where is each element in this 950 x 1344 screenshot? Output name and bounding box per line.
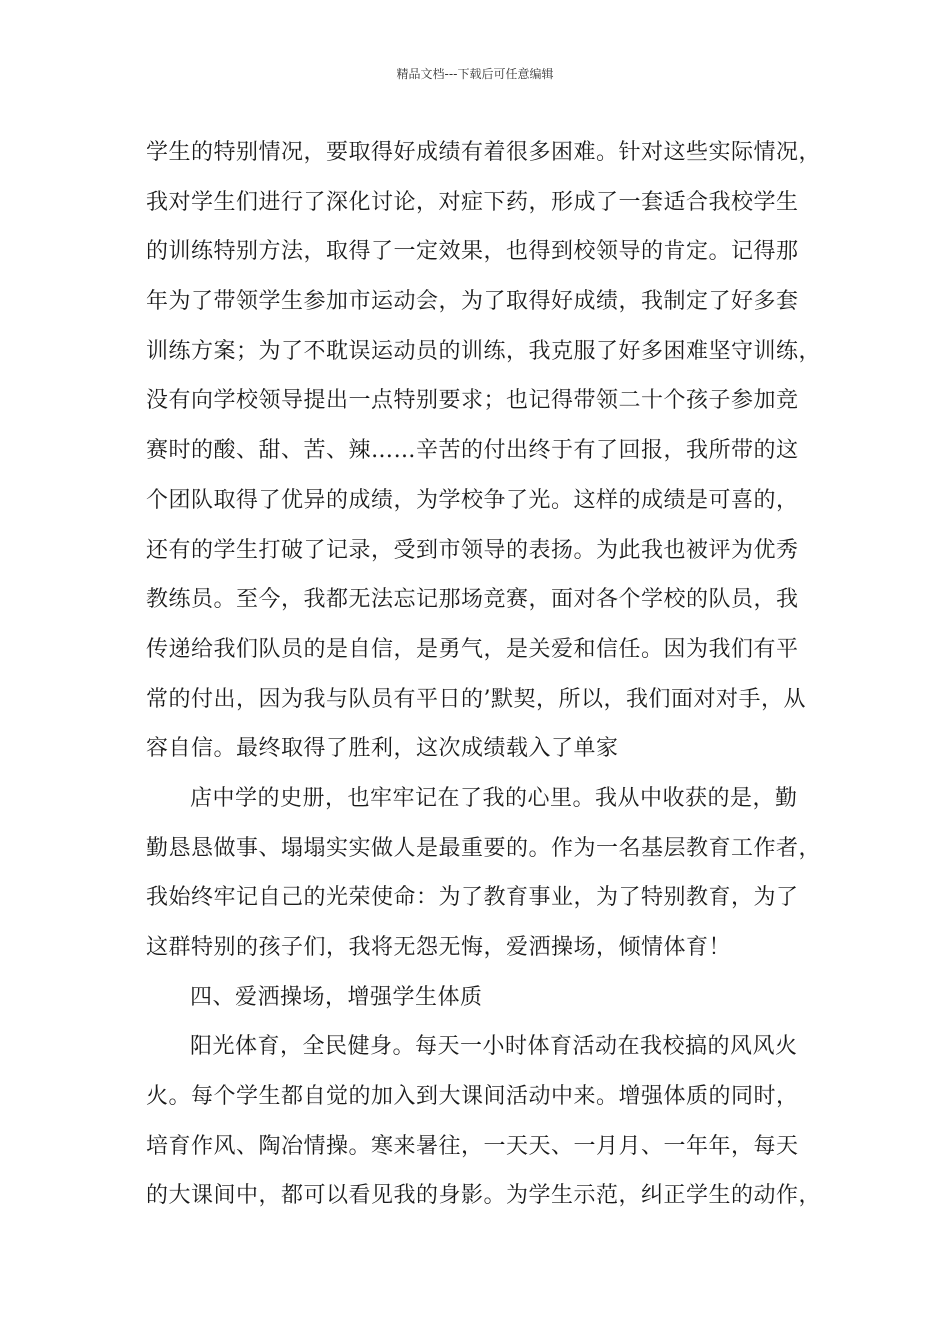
text-line: 赛时的酸、甜、苦、辣……辛苦的付出终于有了回报，我所带的这 — [146, 438, 799, 464]
text-line: 传递给我们队员的是自信，是勇气，是关爱和信任。因为我们有平 — [146, 636, 799, 662]
text-line: 容自信。最终取得了胜利，这次成绩载入了单家 — [146, 736, 619, 762]
text-line: 阳光体育，全民健身。每天一小时体育活动在我校搞的风风火 — [190, 1034, 798, 1060]
text-line: 店中学的史册，也牢牢记在了我的心里。我从中收获的是，勤 — [190, 785, 798, 811]
text-line: 培育作风、陶冶情操。寒来暑往，一天天、一月月、一年年，每天 — [146, 1133, 799, 1159]
document-body — [146, 128, 826, 1221]
text-line: 这群特别的孩子们，我将无怨无悔，爱洒操场，倾情体育！ — [146, 935, 732, 960]
section-heading: 四、爱洒操场，增强学生体质 — [190, 984, 483, 1010]
text-line: 我始终牢记自己的光荣使命：为了教育事业，为了特别教育，为了 — [146, 885, 799, 911]
text-line: 我对学生们进行了深化讨论，对症下药，形成了一套适合我校学生 — [146, 189, 799, 215]
text-line: 训练方案；为了不耽误运动员的训练，我克服了好多困难坚守训练， — [146, 338, 822, 364]
text-line: 个团队取得了优异的成绩，为学校争了光。这样的成绩是可喜的， — [146, 487, 799, 513]
text-line: 学生的特别情况，要取得好成绩有着很多困难。针对这些实际情况， — [146, 140, 822, 165]
text-line: 火。每个学生都自觉的加入到大课间活动中来。增强体质的同时， — [146, 1084, 799, 1110]
text-line: 的训练特别方法，取得了一定效果，也得到校领导的肯定。记得那 — [146, 239, 799, 265]
text-line: 年为了带领学生参加市运动会，为了取得好成绩，我制定了好多套 — [146, 289, 799, 315]
page-header: 精品文档---下载后可任意编辑 — [396, 67, 554, 81]
text-line: 勤恳恳做事、塌塌实实做人是最重要的。作为一名基层教育工作者， — [146, 835, 822, 861]
text-line: 还有的学生打破了记录，受到市领导的表扬。为此我也被评为优秀 — [146, 537, 799, 563]
text-line: 没有向学校领导提出一点特别要求；也记得带领二十个孩子参加竞 — [146, 388, 799, 414]
text-line: 的大课间中，都可以看见我的身影。为学生示范，纠正学生的动作， — [146, 1183, 822, 1209]
text-line: 常的付出，因为我与队员有平日的’默契，所以，我们面对对手，从 — [146, 686, 806, 712]
text-line: 教练员。至今，我都无法忘记那场竞赛，面对各个学校的队员，我 — [146, 587, 799, 613]
